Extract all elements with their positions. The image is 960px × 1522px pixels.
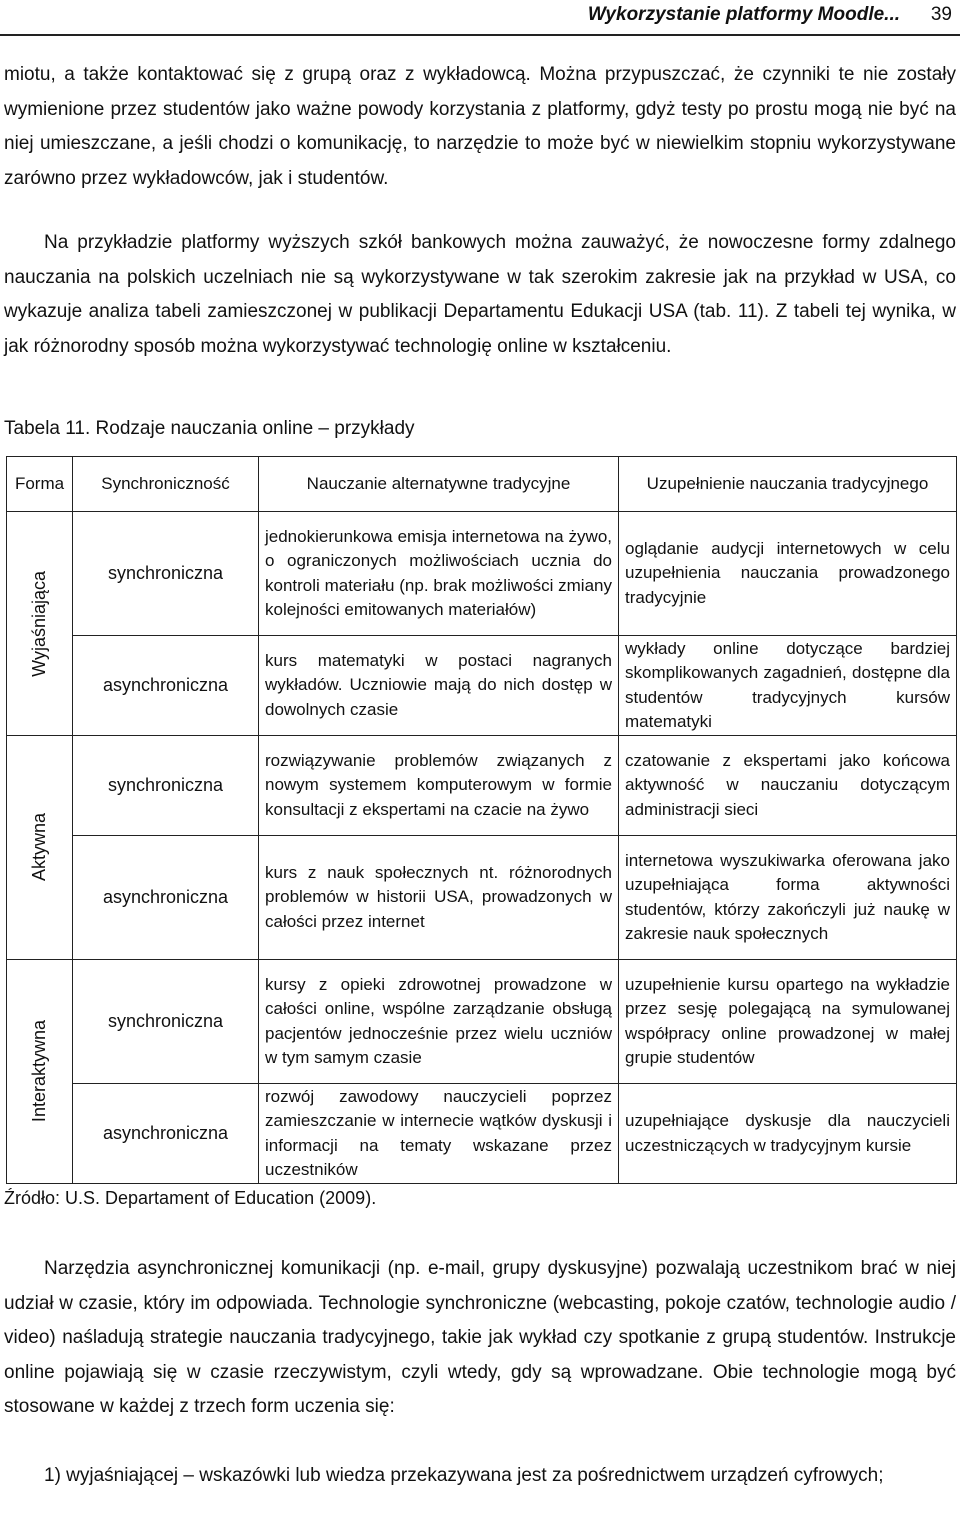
table-row xyxy=(7,512,957,636)
forma-cell xyxy=(7,512,73,736)
page-number: 39 xyxy=(930,4,952,25)
running-title: Wykorzystanie platformy Moodle... xyxy=(587,4,900,25)
sup-cell: internetowa wyszukiwarka oferowana jako uzupełniająca forma aktywności studentów, którzy zakończyli już naukę w zakresie nauk społecznych xyxy=(619,836,957,960)
alt-cell: jednokierunkowa emisja internetowa na żywo, o ograniczonych możliwościach ucznia do kontroli materiału (np. brak możliwości zmiany kolejności emitowanych materiałów) xyxy=(259,512,619,636)
table-row xyxy=(7,960,957,1084)
header-forma: Forma xyxy=(7,457,73,512)
forma-label: Wyjaśniająca xyxy=(29,570,50,677)
header-sync: Synchroniczność xyxy=(73,457,259,512)
forma-cell xyxy=(7,960,73,1184)
sync-cell: asynchroniczna xyxy=(73,636,259,736)
page-header xyxy=(0,0,960,36)
sup-cell: czatowanie z ekspertami jako końcowa aktywność w nauczaniu dotyczącym administracji sieci xyxy=(619,736,957,836)
sync-cell: synchroniczna xyxy=(73,512,259,636)
sup-cell: wykłady online dotyczące bardziej skomplikowanych zagadnień, dostępne dla studentów tradycyjnych kursów matematyki xyxy=(619,636,957,736)
alt-cell: kurs matematyki w postaci nagranych wykładów. Uczniowie mają do nich dostęp w dowolnych czasie xyxy=(259,636,619,736)
sync-cell: synchroniczna xyxy=(73,736,259,836)
sync-cell: asynchroniczna xyxy=(73,1084,259,1184)
header-supplement: Uzupełnienie nauczania tradycyjnego xyxy=(619,457,957,512)
table-row xyxy=(7,1084,957,1184)
alt-cell: kursy z opieki zdrowotnej prowadzone w całości online, wspólne zarządzanie obsługą pacjentów jednocześnie przez wielu uczniów w tym samym czasie xyxy=(259,960,619,1084)
forma-label: Interaktywna xyxy=(29,1020,50,1123)
forma-label: Aktywna xyxy=(29,813,50,882)
header-alternative: Nauczanie alternatywne tradycyjne xyxy=(259,457,619,512)
forma-cell xyxy=(7,736,73,960)
table-row xyxy=(7,836,957,960)
sup-cell: uzupełniające dyskusje dla nauczycieli uczestniczących w tradycyjnym kursie xyxy=(619,1084,957,1184)
sync-cell: synchroniczna xyxy=(73,960,259,1084)
sup-cell: uzupełnienie kursu opartego na wykładzie przez sesję polegającą na symulowanej współpracy online prowadzonej w małej grupie studentów xyxy=(619,960,957,1084)
list-item-1: 1) wyjaśniającej – wskazówki lub wiedza przekazywana jest za pośrednictwem urządzeń cyfrowych; xyxy=(44,1465,884,1486)
alt-cell: rozwój zawodowy nauczycieli poprzez zamieszczanie w internecie wątków dyskusji i informacji na tematy wskazane przez uczestników xyxy=(259,1084,619,1184)
online-teaching-table xyxy=(6,456,957,1184)
paragraph-1: miotu, a także kontaktować się z grupą oraz z wykładowcą. Można przypuszczać, że czynniki te nie zostały wymienione przez studentów jako ważne powody korzystania z platformy, gdyż testy po prostu mogą nie być na niej umieszczane, a jeśli chodzi o komunikację, to narzędzie to może być w niewielkim stopniu wykorzystywane zarówno przez wykładowców, jak i studentów. xyxy=(4,64,956,189)
alt-cell: rozwiązywanie problemów związanych z nowym systemem komputerowym w formie konsultacji z ekspertami na czacie na żywo xyxy=(259,736,619,836)
paragraph-2: Na przykładzie platformy wyższych szkół bankowych można zauważyć, że nowoczesne formy zdalnego nauczania na polskich uczelniach nie są wykorzystywane w tak szerokim zakresie jak na przykład w USA, co wykazuje analiza tabeli zamieszczonej w publikacji Departamentu Edukacji USA (tab. 11). Z tabeli tej wynika, w jak różnorodny sposób można wykorzystywać technologię online w kształceniu. xyxy=(4,232,956,357)
sync-cell: asynchroniczna xyxy=(73,836,259,960)
paragraph-3: Narzędzia asynchronicznej komunikacji (np. e-mail, grupy dyskusyjne) pozwalają uczestnikom brać w niej udział w czasie, który im odpowiada. Technologie synchroniczne (webcasting, pokoje czatów, technologie audio / video) naśladują strategie nauczania tradycyjnego, takie jak wykład czy spotkanie z grupą studentów. Instrukcje online pojawiają się w czasie rzeczywistym, czyli wtedy, gdy są wprowadzane. Obie technologie mogą być stosowane w każdej z trzech form uczenia się: xyxy=(4,1258,956,1417)
table-header-row xyxy=(7,457,957,512)
alt-cell: kurs z nauk społecznych nt. różnorodnych problemów w historii USA, prowadzonych w całości przez internet xyxy=(259,836,619,960)
table-row xyxy=(7,636,957,736)
table-source: Źródło: U.S. Departament of Education (2009). xyxy=(4,1188,377,1208)
sup-cell: oglądanie audycji internetowych w celu uzupełnienia nauczania prowadzonego tradycyjnie xyxy=(619,512,957,636)
table-row xyxy=(7,736,957,836)
table-caption: Tabela 11. Rodzaje nauczania online – przykłady xyxy=(4,418,415,439)
